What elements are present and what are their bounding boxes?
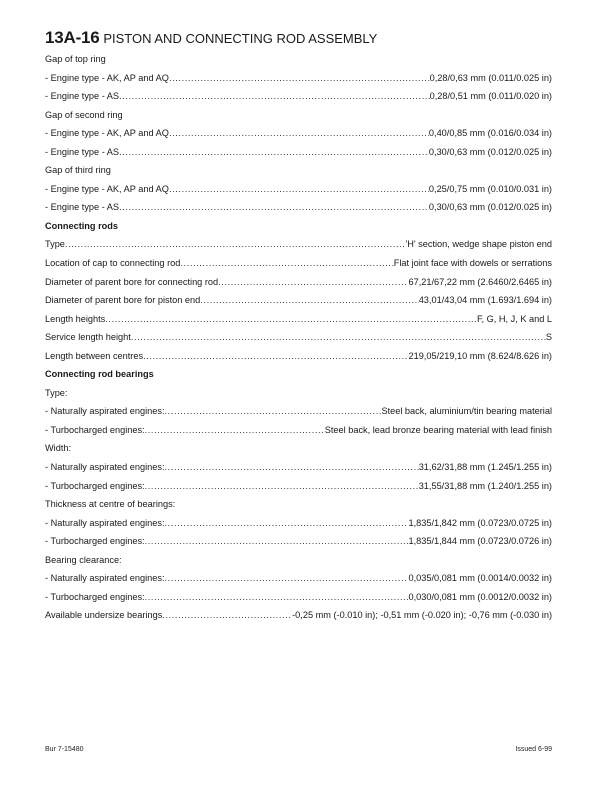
spec-row [45, 588, 552, 607]
spec-label: - Engine type - AK, AP and AQ [45, 128, 169, 139]
subsection-label [45, 106, 552, 125]
document-page [45, 27, 552, 625]
spec-value: 31,62/31,88 mm (1.245/1.255 in) [418, 462, 552, 473]
dot-leader [65, 235, 406, 254]
spec-row [45, 180, 552, 199]
dot-leader [165, 458, 419, 477]
spec-label: - Turbocharged engines: [45, 536, 145, 547]
dot-leader [180, 254, 393, 273]
spec-row [45, 87, 552, 106]
spec-label: - Turbocharged engines: [45, 591, 145, 602]
spec-value: 'H' section, wedge shape piston end [405, 239, 552, 250]
spec-label: Service length height [45, 332, 131, 343]
dot-leader [165, 514, 409, 533]
spec-row [45, 291, 552, 310]
spec-row [45, 273, 552, 292]
section-heading [45, 365, 552, 384]
spec-value: Flat joint face with dowels or serrations [393, 258, 552, 269]
spec-value: 1,835/1,842 mm (0.0723/0.0725 in) [408, 517, 552, 528]
spec-label: - Engine type - AS [45, 202, 120, 213]
spec-value: 0,30/0,63 mm (0.012/0.025 in) [428, 146, 552, 157]
spec-label: Type: [45, 387, 68, 398]
spec-row [45, 458, 552, 477]
dot-leader [145, 588, 409, 607]
spec-label: - Engine type - AS [45, 91, 120, 102]
dot-leader [145, 421, 325, 440]
spec-label: Connecting rod bearings [45, 369, 154, 380]
subsection-label [45, 495, 552, 514]
spec-value: 0,28/0,63 mm (0.011/0.025 in) [429, 72, 552, 83]
spec-label: Gap of second ring [45, 109, 123, 120]
spec-label: Connecting rods [45, 220, 118, 231]
spec-row [45, 477, 552, 496]
page-title [45, 27, 552, 49]
spec-label: Thickness at centre of bearings: [45, 499, 176, 510]
subsection-label [45, 384, 552, 403]
subsection-label [45, 551, 552, 570]
spec-value: 0,30/0,63 mm (0.012/0.025 in) [428, 202, 552, 213]
spec-row [45, 606, 552, 625]
dot-leader [131, 328, 546, 347]
spec-value: 219,05/219,10 mm (8.624/8.626 in) [408, 350, 552, 361]
spec-label: Diameter of parent bore for connecting rod [45, 276, 219, 287]
spec-list [45, 50, 552, 625]
dot-leader [143, 347, 408, 366]
document-number: Bur 7-15480 [45, 746, 84, 753]
page-footer [45, 746, 552, 753]
spec-row [45, 235, 552, 254]
spec-value: 31,55/31,88 mm (1.240/1.255 in) [418, 480, 552, 491]
spec-value: 0,40/0,85 mm (0.016/0.034 in) [428, 128, 552, 139]
spec-label: Length between centres [45, 350, 144, 361]
spec-label: Gap of third ring [45, 165, 111, 176]
dot-leader [119, 198, 429, 217]
spec-row [45, 310, 552, 329]
spec-label: - Turbocharged engines: [45, 480, 145, 491]
spec-label: - Naturally aspirated engines: [45, 406, 165, 417]
spec-label: - Naturally aspirated engines: [45, 573, 165, 584]
dot-leader [145, 532, 409, 551]
dot-leader [218, 273, 408, 292]
section-title: PISTON AND CONNECTING ROD ASSEMBLY [103, 31, 378, 46]
section-number: 13A-16 [45, 28, 100, 47]
spec-value: Steel back, aluminium/tin bearing material [381, 406, 552, 417]
dot-leader [200, 291, 418, 310]
spec-value: 0,28/0,51 mm (0.011/0.020 in) [429, 91, 552, 102]
spec-label: Gap of top ring [45, 54, 106, 64]
dot-leader [145, 477, 419, 496]
dot-leader [119, 143, 429, 162]
dot-leader [119, 87, 430, 106]
spec-value: Steel back, lead bronze bearing material with lead finish [324, 424, 552, 435]
spec-label: Length heights [45, 313, 106, 324]
dot-leader [169, 124, 429, 143]
spec-row [45, 569, 552, 588]
dot-leader [169, 180, 429, 199]
spec-value: 0,25/0,75 mm (0.010/0.031 in) [428, 183, 552, 194]
spec-label: - Engine type - AK, AP and AQ [45, 72, 169, 83]
spec-row [45, 514, 552, 533]
spec-label: Diameter of parent bore for piston end [45, 295, 201, 306]
dot-leader [165, 402, 382, 421]
issue-date: Issued 6-99 [515, 746, 552, 753]
spec-row [45, 69, 552, 88]
dot-leader [162, 606, 292, 625]
spec-row [45, 421, 552, 440]
spec-value: 67,21/67,22 mm (2.6460/2.6465 in) [408, 276, 552, 287]
section-heading [45, 217, 552, 236]
spec-label: - Naturally aspirated engines: [45, 517, 165, 528]
spec-value: 0,030/0,081 mm (0.0012/0.0032 in) [408, 591, 552, 602]
spec-value: 43,01/43,04 mm (1.693/1.694 in) [418, 295, 552, 306]
subsection-label [45, 50, 552, 69]
spec-label: Bearing clearance: [45, 554, 122, 565]
spec-label: Type [45, 239, 65, 250]
spec-label: - Turbocharged engines: [45, 424, 145, 435]
spec-label: - Engine type - AK, AP and AQ [45, 183, 169, 194]
spec-value: 1,835/1,844 mm (0.0723/0.0726 in) [408, 536, 552, 547]
spec-row [45, 328, 552, 347]
spec-row [45, 198, 552, 217]
spec-row [45, 143, 552, 162]
spec-label: - Naturally aspirated engines: [45, 462, 165, 473]
spec-label: Location of cap to connecting rod [45, 258, 181, 269]
spec-row [45, 347, 552, 366]
spec-label: - Engine type - AS [45, 146, 120, 157]
spec-value: S [545, 332, 552, 343]
spec-row [45, 402, 552, 421]
spec-row [45, 254, 552, 273]
dot-leader [169, 69, 430, 88]
spec-value: 0,035/0,081 mm (0.0014/0.0032 in) [408, 573, 552, 584]
spec-value: F, G, H, J, K and L [476, 313, 552, 324]
spec-row [45, 124, 552, 143]
subsection-label [45, 161, 552, 180]
spec-value: -0,25 mm (-0.010 in); -0,51 mm (-0.020 in); -0,76 mm (-0.030 in) [292, 610, 552, 621]
spec-row [45, 532, 552, 551]
dot-leader [165, 569, 409, 588]
spec-label: Width: [45, 443, 72, 454]
dot-leader [105, 310, 477, 329]
spec-label: Available undersize bearings [45, 610, 163, 621]
subsection-label [45, 439, 552, 458]
